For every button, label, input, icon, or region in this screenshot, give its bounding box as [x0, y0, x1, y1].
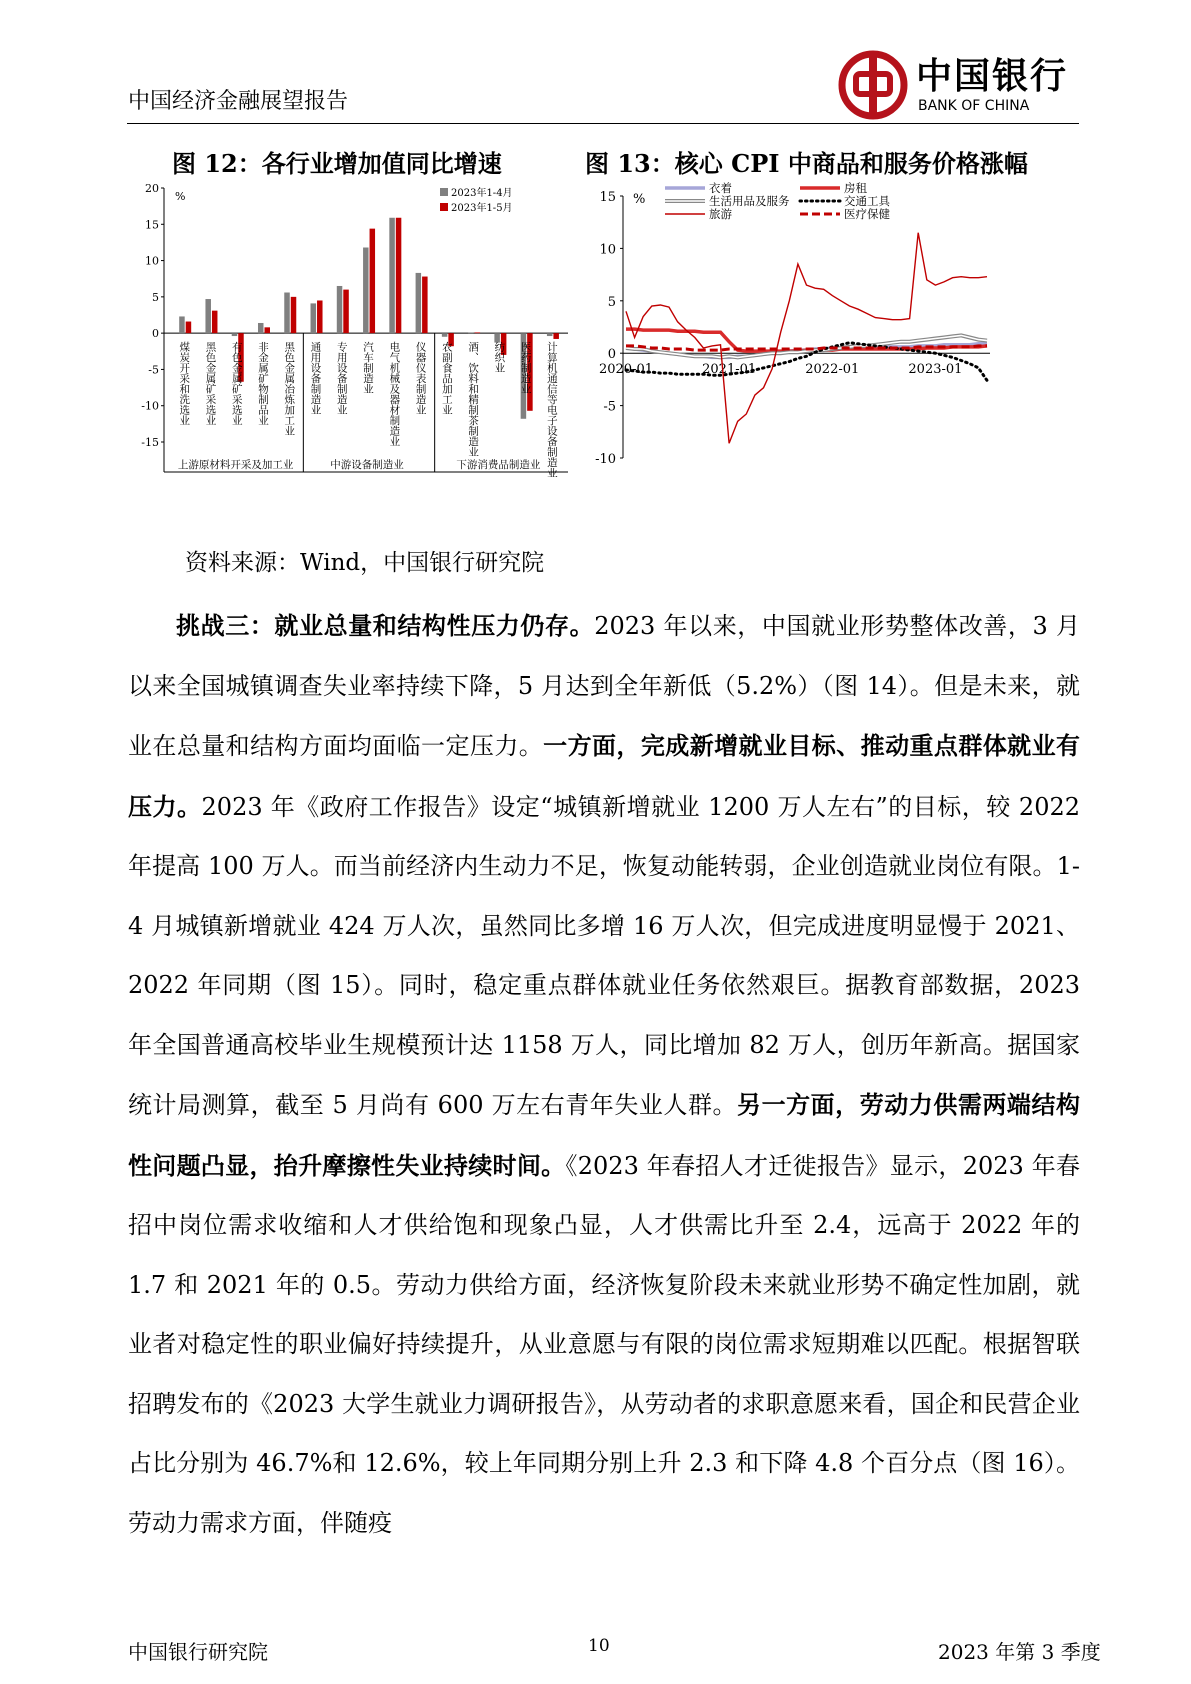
- group-label: 中游设备制造业: [330, 459, 404, 471]
- category-label: 医药制造业: [519, 341, 532, 394]
- bar: [179, 316, 185, 333]
- figure-12-title: 图 12：各行业增加值同比增速: [172, 149, 502, 178]
- bar: [291, 297, 297, 333]
- bank-logo-icon: [838, 50, 908, 120]
- page-number: 10: [588, 1636, 610, 1656]
- bar: [317, 300, 323, 333]
- bar: [284, 293, 290, 334]
- legend-label: 生活用品及服务: [709, 194, 790, 208]
- bar: [389, 218, 395, 333]
- y-tick-label: -5: [603, 399, 616, 415]
- y-tick-label: 15: [599, 190, 616, 205]
- y-tick-label: 15: [145, 218, 159, 232]
- bold-point-one: 一方面，完成新增就业目标、推动重点群体就业有压力。: [128, 731, 1081, 821]
- bar: [337, 286, 343, 333]
- x-tick-label: 2020-01: [598, 362, 654, 378]
- y-tick-label: -10: [595, 452, 616, 467]
- legend-swatch: [440, 203, 448, 211]
- group-label: 上游原材料开采及加工业: [177, 459, 294, 471]
- paragraph-text-a: 2023 年以来，中国就业形势整体改善，3 月以来全国城镇调查失业率持续下降，5 月达到全年新低（5.2%）（图 14）。但是未来，就业在总量和结构方面均面临一定压力。: [128, 612, 1081, 760]
- header-divider: [127, 123, 1079, 124]
- category-label: 计算机通信等电子设备制造业: [545, 341, 558, 478]
- bar: [264, 327, 270, 333]
- category-label: 通用设备制造业: [309, 341, 322, 415]
- body-text: [128, 596, 1080, 1553]
- bar: [422, 277, 428, 334]
- paragraph-text-c: 《2023 年春招人才迁徙报告》显示，2023 年春招中岗位需求收缩和人才供给饱和现象凸显，人才供需比升至 2.4，远高于 2022 年的 1.7 和 2021 年的 0.5。劳动力供给方面，经济恢复阶段未来就业形势不确定性加剧，就业者对稳定性的职业偏好持续提升，从业意愿与有限的岗位需求短期难以匹配。根据智联招聘发布的《2023 大学生就业力调研报告》，从劳动者的求职意愿来看，国企和民营企业占比分别为 46.7%和 12.6%，较上年同期分别上升 2.3 和下降 4.8 个百分点（图 16）。劳动力需求方面，伴随疫: [128, 1151, 1081, 1537]
- legend-swatch: [440, 188, 448, 196]
- category-label: 农副食品加工业: [440, 341, 453, 415]
- logo-chinese-text: 中国银行: [916, 55, 1069, 97]
- paragraph-challenge-three: [128, 596, 1080, 1553]
- y-tick-label: 10: [145, 254, 159, 268]
- figure-13-title: 图 13：核心 CPI 中商品和服务价格涨幅: [585, 149, 1028, 178]
- footer-quarter: 2023 年第 3 季度: [938, 1640, 1101, 1664]
- y-tick-label: 5: [607, 294, 616, 310]
- legend-label: 医疗保健: [844, 207, 890, 221]
- category-label: 煤炭开采和洗选业: [178, 341, 191, 426]
- bar: [442, 333, 448, 337]
- bar: [232, 333, 238, 336]
- y-tick-label: 0: [152, 327, 159, 341]
- bar: [343, 290, 349, 334]
- x-tick-label: 2021-01: [702, 362, 757, 378]
- running-header-title: 中国经济金融展望报告: [128, 89, 349, 114]
- bar: [396, 218, 402, 333]
- y-axis-unit: %: [175, 190, 186, 203]
- y-tick-label: -10: [141, 399, 159, 413]
- group-label: 下游消费品制造业: [456, 459, 541, 471]
- bank-of-china-logo: [838, 48, 1078, 123]
- bar: [370, 229, 376, 334]
- category-label: 非金属矿物制品业: [256, 341, 269, 426]
- bar: [475, 332, 481, 333]
- figure-source-note: 资料来源：Wind，中国银行研究院: [185, 550, 545, 576]
- y-tick-label: 20: [145, 182, 159, 195]
- x-tick-label: 2022-01: [805, 362, 860, 378]
- bold-point-two: 另一方面，劳动力供需两端结构性问题凸显，抬升摩擦性失业持续时间。: [128, 1090, 1081, 1180]
- paragraph-text-b: 2023 年《政府工作报告》设定“城镇新增就业 1200 万人左右”的目标，较 2022 年提高 100 万人。而当前经济内生动力不足，恢复动能转弱，企业创造就业岗位有限。1-4 月城镇新增就业 424 万人次，虽然同比多增 16 万人次，但完成进度明显慢于 2021、2022 年同期（图 15）。同时，稳定重点群体就业任务依然艰巨。据教育部数据，2023 年全国普通高校毕业生规模预计达 1158 万人，同比增加 82 万人，创历年新高。据国家统计局测算，截至 5 月尚有 600 万左右青年失业人群。: [128, 792, 1081, 1119]
- category-label: 酒、饮料和精制茶制造业: [467, 341, 480, 457]
- y-axis-unit: %: [633, 192, 646, 207]
- bar: [553, 333, 559, 339]
- legend-label: 2023年1-5月: [451, 203, 513, 214]
- legend-label: 旅游: [709, 207, 732, 221]
- legend-label: 衣着: [709, 181, 732, 195]
- bar: [468, 332, 474, 333]
- category-label: 有色金属矿采选业: [230, 341, 243, 426]
- y-tick-label: 10: [599, 242, 616, 258]
- figure-12-bar-chart: [141, 182, 580, 516]
- figure-13-line-chart: [585, 181, 1075, 516]
- bar: [416, 273, 422, 333]
- category-label: 仪器仪表制造业: [414, 341, 427, 415]
- bar: [547, 333, 553, 336]
- category-label: 黑色金属冶炼加工业: [283, 341, 296, 436]
- category-label: 黑色金属矿采选业: [204, 341, 217, 426]
- bar: [258, 323, 264, 333]
- category-label: 汽车制造业: [362, 341, 375, 394]
- category-label: 纺织业: [493, 341, 506, 373]
- bar: [212, 311, 218, 333]
- y-tick-label: 5: [152, 290, 159, 304]
- category-label: 专用设备制造业: [335, 341, 348, 415]
- bar: [205, 299, 211, 333]
- legend-label: 房租: [844, 181, 867, 195]
- bar: [311, 303, 317, 333]
- x-tick-label: 2023-01: [908, 362, 963, 378]
- bar: [363, 248, 369, 334]
- y-tick-label: 0: [607, 347, 616, 363]
- legend-label: 2023年1-4月: [451, 188, 513, 199]
- category-label: 电气机械及器材制造业: [388, 341, 401, 447]
- legend-label: 交通工具: [844, 194, 890, 208]
- footer-institution: 中国银行研究院: [128, 1640, 268, 1664]
- bar: [186, 322, 192, 334]
- y-tick-label: -5: [148, 363, 159, 377]
- logo-english-text: BANK OF CHINA: [918, 98, 1030, 114]
- y-tick-label: -15: [141, 436, 159, 449]
- challenge-heading: 挑战三：就业总量和结构性压力仍存。: [176, 611, 595, 640]
